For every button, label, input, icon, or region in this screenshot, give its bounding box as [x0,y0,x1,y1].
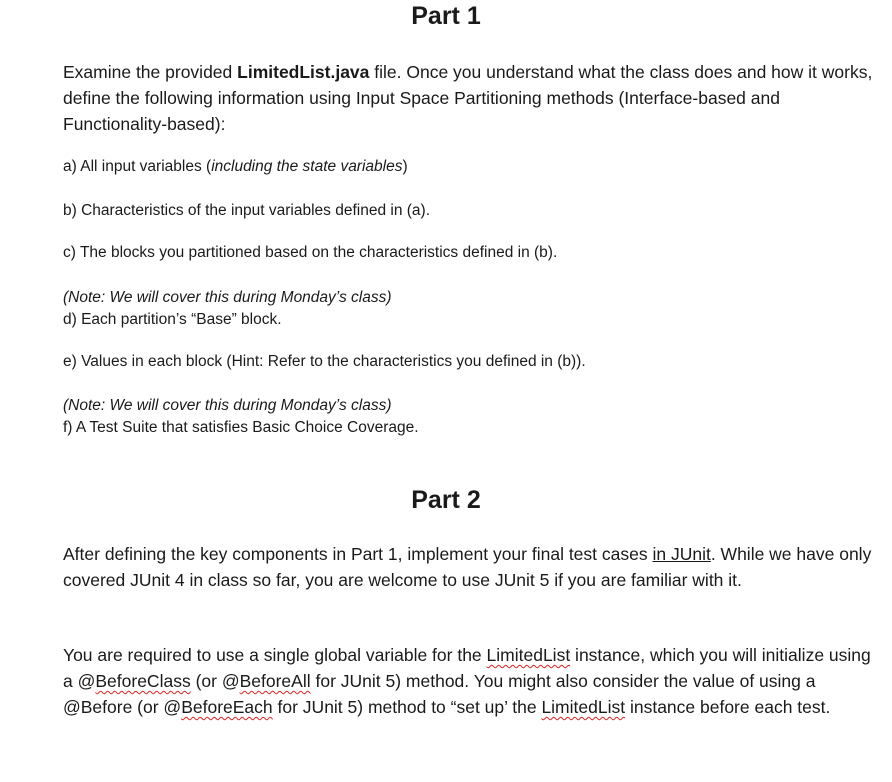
p2-text-4: for JUnit 5) method. You might also consider the value of using a @Before (or @ [63,671,816,717]
part2-paragraph-2 [63,642,873,720]
filename-limitedlist: LimitedList.java [237,62,370,82]
intro-text-end: file. Once you understand what the class does and how it works, define the following information using Input Space Partitioning methods (Interface-based and Functionality-based): [63,62,873,134]
p2-text-1: You are required to use a single global variable for the [63,645,487,665]
p2-text-5: for JUnit 5) method to “set up’ the [272,697,542,717]
note-1: (Note: We will cover this during Monday’s class) [63,289,392,306]
p1-text-start: After defining the key components in Part 1, implement your final test cases [63,544,653,564]
spellcheck-word-beforeall: BeforeAll [239,671,311,691]
item-e: e) Values in each block (Hint: Refer to the characteristics you defined in (b)). [63,353,586,370]
junit-underlined-text: in JUnit [652,544,711,564]
p2-text-2: instance, which you will initialize using a @ [63,645,871,691]
part2-paragraph-1 [63,541,873,593]
spellcheck-word-beforeeach: BeforeEach [181,697,273,717]
intro-text-start: Examine the provided [63,62,238,82]
item-a-prefix: a) All input variables ( [63,158,212,175]
item-a-italic: including the state variables [211,158,403,175]
part2-heading: Part 2 [411,486,481,514]
item-c: c) The blocks you partitioned based on the characteristics defined in (b). [63,244,558,261]
spellcheck-word-limitedlist-1: LimitedList [486,645,571,665]
p2-text-6: instance before each test. [625,697,831,717]
item-b: b) Characteristics of the input variables defined in (a). [63,202,431,219]
item-d: d) Each partition’s “Base” block. [63,311,282,328]
item-a [63,156,863,178]
p1-text-end: . While we have only covered JUnit 4 in class so far, you are welcome to use JUnit 5 if you are familiar with it. [63,544,872,590]
item-a-suffix: ) [402,158,408,175]
spellcheck-word-limitedlist-2: LimitedList [541,697,626,717]
part1-heading: Part 1 [411,2,481,30]
p2-text-3: (or @ [190,671,240,691]
note-2: (Note: We will cover this during Monday’s class) [63,397,392,414]
intro-paragraph [63,59,873,137]
item-f: f) A Test Suite that satisfies Basic Choice Coverage. [63,419,419,436]
spellcheck-word-beforeclass: BeforeClass [95,671,191,691]
